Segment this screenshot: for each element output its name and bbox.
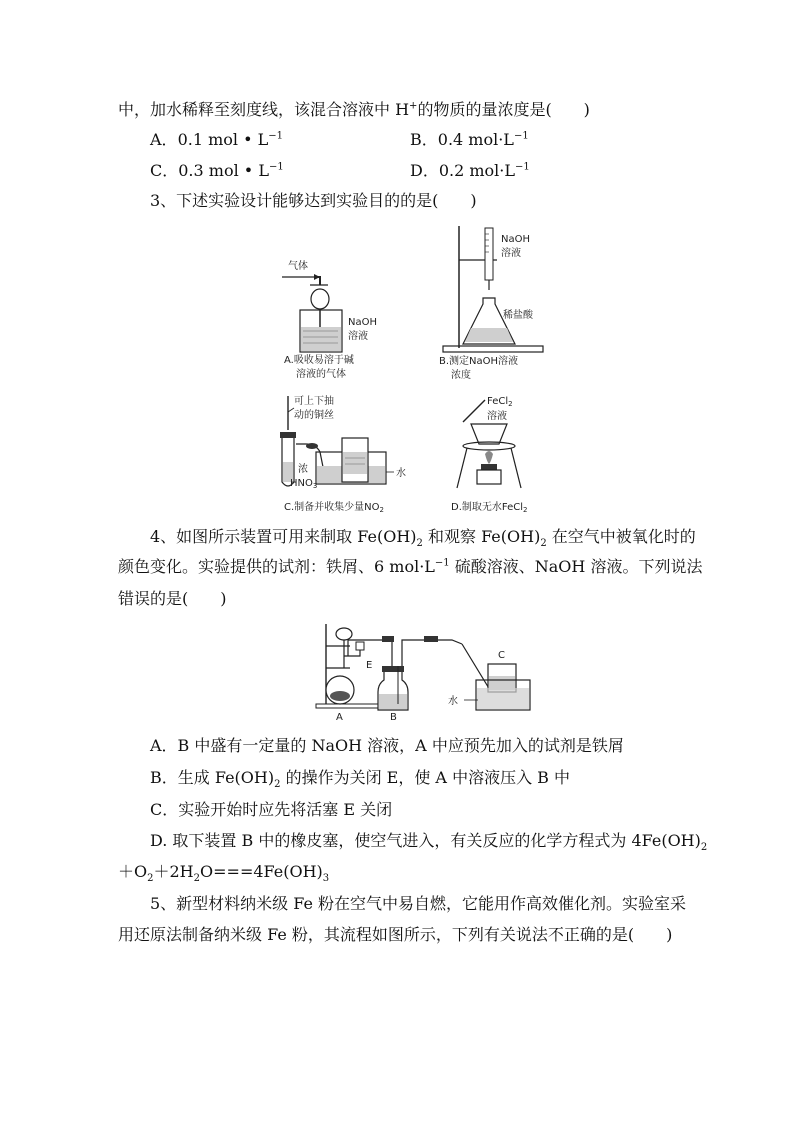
label-solution-burette: 溶液 (501, 248, 521, 259)
figure-d-anhydrous-fecl2 (445, 392, 565, 517)
label-naoh: NaOH (348, 317, 377, 328)
figure-c-no2-preparation (276, 392, 416, 517)
q2-option-c: C．0.3 mol • $L^{-1}$ (150, 161, 284, 180)
q4-stem-line2: 颜色变化。实验提供的试剂：铁屑、6 $mol\cdot L^{-1}$ 硫酸溶液、NaOH 溶液。下列说法 (118, 557, 703, 576)
q4-option-d-line1: D. 取下装置 B 中的橡皮塞，使空气进入，有关反应的化学方程式为 $4Fe(OH)_2$ (150, 831, 708, 854)
q4-option-c: C．实验开始时应先将活塞 E 关闭 (150, 800, 393, 819)
figure-a-gas-absorption (278, 255, 408, 385)
q5-stem-line2: 用还原法制备纳米级 Fe 粉，其流程如图所示，下列有关说法不正确的是( ) (118, 925, 673, 944)
label-water-c: 水 (396, 468, 406, 479)
figure-q4-apparatus (312, 620, 542, 722)
label-solution-d: 溶液 (487, 411, 507, 422)
label-hydrochloric-acid: 稀盐酸 (503, 310, 533, 321)
q2-option-b: B．0.4 $mol\cdot L^{-1}$ (410, 130, 529, 149)
caption-b-line1: B.测定NaOH溶液 (439, 356, 519, 367)
caption-a-line2: 溶液的气体 (296, 369, 346, 380)
q4-stem-line1: 4、如图所示装置可用来制取 $Fe(OH)_2$ 和观察 $Fe(OH)_2$ 在空气中被氧化时的 (150, 527, 696, 550)
label-stopcock-e: E (366, 660, 373, 671)
label-concentrated: 浓 (298, 464, 308, 475)
label-hno3: $HNO_3$ (290, 478, 318, 490)
q2-option-d: D．0.2 $mol\cdot L^{-1}$ (410, 161, 530, 180)
caption-c: C.制备并收集少量$NO_2$ (284, 502, 384, 514)
label-gas: 气体 (288, 261, 308, 272)
q4-option-b: B．生成 $Fe(OH)_2$ 的操作为关闭 E，使 A 中溶液压入 B 中 (150, 768, 570, 791)
label-movable-copper-1: 可上下抽 (294, 396, 334, 407)
figure-b-titration (435, 220, 565, 385)
label-naoh-burette: NaOH (501, 234, 530, 245)
label-solution: 溶液 (348, 331, 368, 342)
caption-d: D.制取无水FeCl$_2$ (451, 502, 528, 514)
q3-stem: 3、下述实验设计能够达到实验目的的是( ) (150, 191, 477, 210)
caption-a-line1: A.吸收易溶于碱 (284, 355, 354, 366)
caption-b-line2: 浓度 (451, 370, 471, 381)
label-b: B (390, 712, 397, 722)
q4-option-d-line2: $+O_2+2H_2O===4Fe(OH)_3$ (118, 862, 330, 885)
label-a: A (336, 712, 343, 722)
label-movable-copper-2: 动的铜丝 (294, 410, 334, 421)
q5-stem-line1: 5、新型材料纳米级 Fe 粉在空气中易自燃，它能用作高效催化剂。实验室采 (150, 894, 687, 913)
q4-option-a: A．B 中盛有一定量的 NaOH 溶液，A 中应预先加入的试剂是铁屑 (150, 736, 624, 755)
label-water-q4: 水 (448, 696, 458, 707)
q2-option-a: A．0.1 mol • $L^{-1}$ (150, 130, 283, 149)
label-c: C (498, 650, 505, 661)
q4-stem-line3: 错误的是( ) (118, 589, 227, 608)
q2-stem: 中，加水稀释至刻度线，该混合溶液中 H+的物质的量浓度是( ) (118, 100, 590, 119)
label-fecl2: FeCl$_2$ (487, 396, 513, 408)
